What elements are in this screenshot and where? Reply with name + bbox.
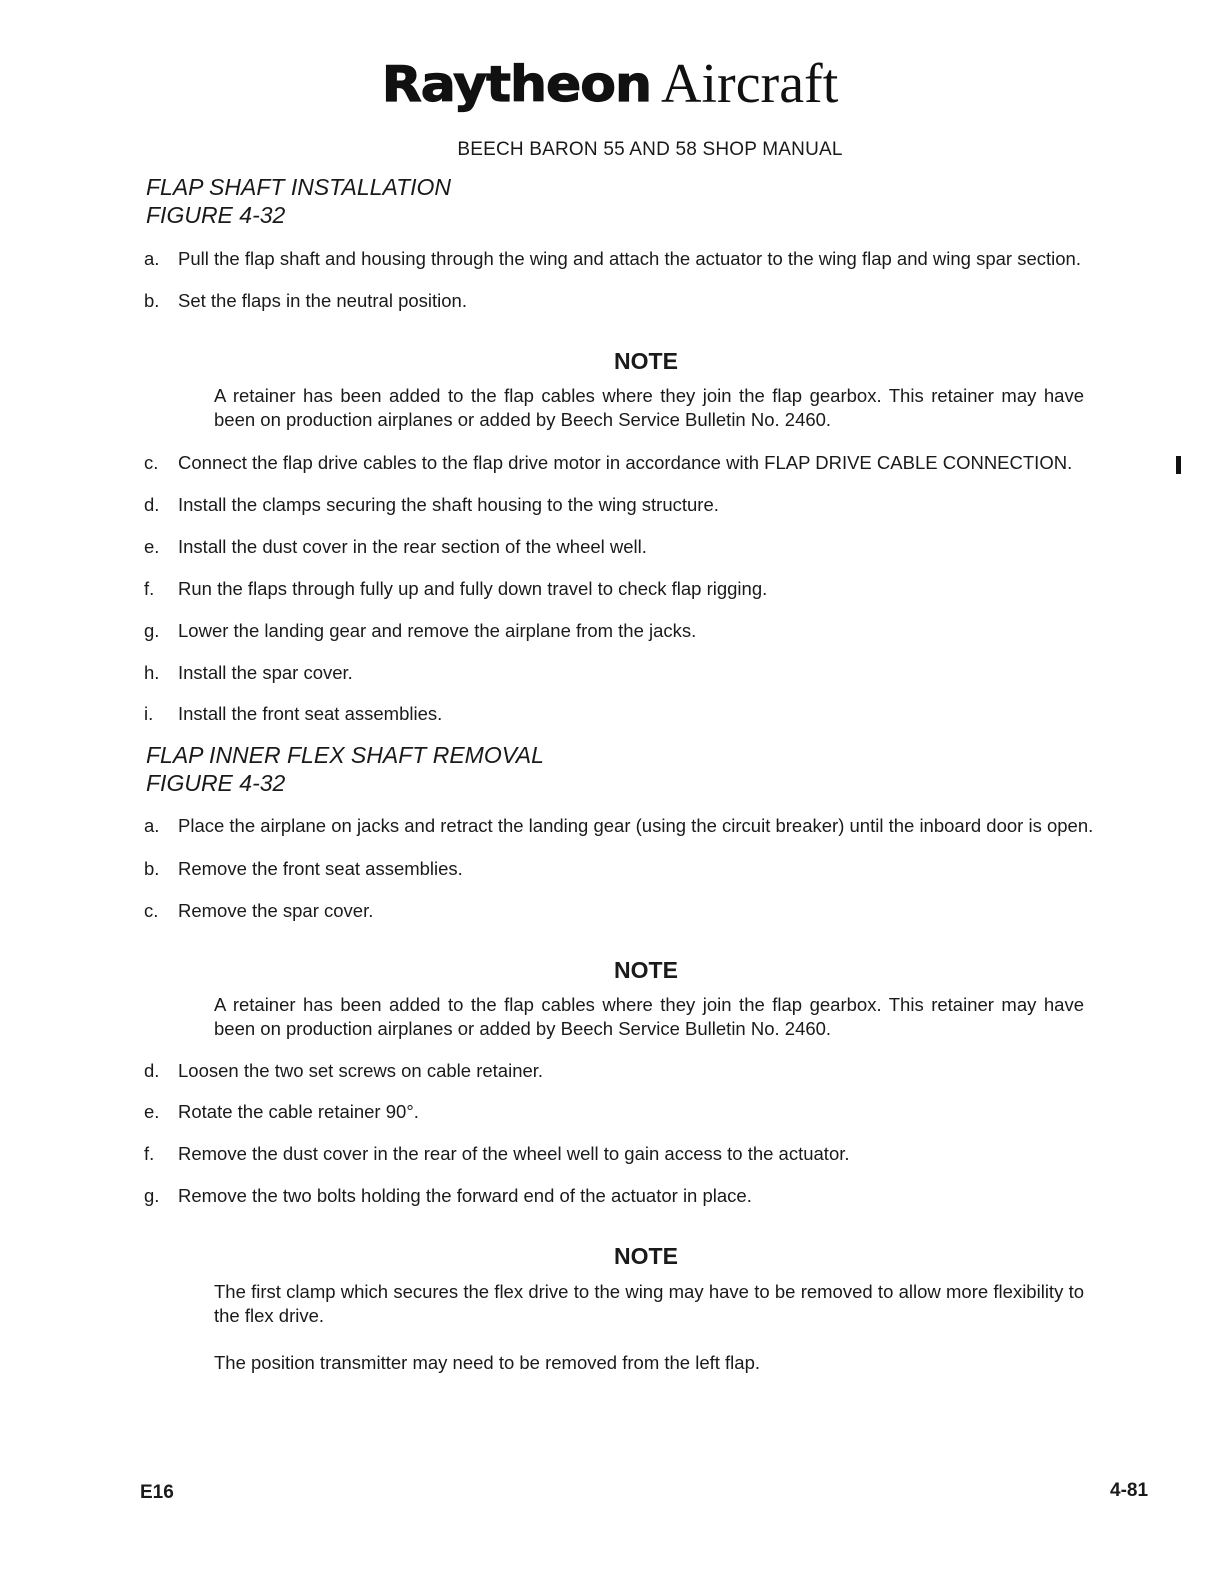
list-letter: a.	[144, 248, 160, 269]
note-text: A retainer has been added to the flap cables where they join the flap gearbox. This retainer may have been on production airplanes or added by Beech Service Bulletin No. 2460.	[214, 385, 1084, 430]
list-item	[144, 248, 1081, 270]
list-text: Lower the landing gear and remove the airplane from the jacks.	[178, 620, 697, 641]
section-title: FLAP SHAFT INSTALLATION	[146, 174, 452, 200]
list-text: Run the flaps through fully up and fully down travel to check flap rigging.	[178, 578, 768, 599]
list-letter: e.	[144, 536, 160, 557]
list-text: Place the airplane on jacks and retract the landing gear (using the circuit breaker) until the inboard door is open.	[178, 815, 1094, 836]
revision-change-bar	[1176, 456, 1181, 474]
list-text: Remove the two bolts holding the forward end of the actuator in place.	[178, 1185, 752, 1206]
list-item	[144, 1060, 543, 1082]
logo-brand: Raytheon	[381, 56, 652, 114]
note-title: NOTE	[614, 348, 678, 374]
list-text: Rotate the cable retainer 90°.	[178, 1101, 419, 1122]
list-text: Remove the front seat assemblies.	[178, 858, 463, 879]
list-item	[144, 1101, 419, 1123]
list-text: Install the spar cover.	[178, 662, 353, 683]
list-letter: g.	[144, 620, 160, 641]
note-title: NOTE	[614, 957, 678, 983]
list-item	[144, 900, 373, 922]
list-letter: e.	[144, 1101, 160, 1122]
list-item	[144, 1185, 752, 1207]
figure-reference: FIGURE 4-32	[146, 202, 286, 228]
list-text: Pull the flap shaft and housing through the wing and attach the actuator to the wing flap and wing spar section.	[178, 248, 1081, 269]
note-text: A retainer has been added to the flap cables where they join the flap gearbox. This retainer may have been on production airplanes or added by Beech Service Bulletin No. 2460.	[214, 994, 1084, 1039]
list-text: Set the flaps in the neutral position.	[178, 290, 467, 311]
list-item	[144, 452, 1072, 474]
note-text: The first clamp which secures the flex drive to the wing may have to be removed to allow more flexibility to the flex drive.	[214, 1281, 1084, 1326]
list-text: Remove the spar cover.	[178, 900, 374, 921]
list-text: Remove the dust cover in the rear of the wheel well to gain access to the actuator.	[178, 1143, 850, 1164]
list-item	[144, 578, 767, 600]
list-item	[144, 703, 442, 725]
list-item	[144, 858, 463, 880]
list-item	[144, 290, 467, 312]
list-item	[144, 662, 353, 684]
list-letter: b.	[144, 858, 160, 879]
note-title: NOTE	[614, 1243, 678, 1269]
footer-page-number: 4-81	[1110, 1480, 1149, 1501]
manual-subtitle: BEECH BARON 55 AND 58 SHOP MANUAL	[457, 139, 843, 160]
list-text: Install the clamps securing the shaft housing to the wing structure.	[178, 494, 719, 515]
list-item	[144, 494, 719, 516]
section-title: FLAP INNER FLEX SHAFT REMOVAL	[146, 742, 544, 768]
section-heading-flap-inner-flex-shaft-removal	[146, 741, 544, 797]
list-letter: c.	[144, 900, 159, 921]
list-item	[144, 1143, 850, 1165]
list-letter: g.	[144, 1185, 160, 1206]
list-item	[144, 536, 647, 558]
list-letter: i.	[144, 703, 154, 724]
list-letter: a.	[144, 815, 160, 836]
section-heading-flap-shaft-installation	[146, 173, 451, 229]
list-letter: c.	[144, 452, 159, 473]
list-letter: f.	[144, 578, 155, 599]
list-text: Connect the flap drive cables to the flap drive motor in accordance with FLAP DRIVE CABLE CONNECTION.	[178, 452, 1073, 473]
list-text: Loosen the two set screws on cable retainer.	[178, 1060, 544, 1081]
note-text: The position transmitter may need to be removed from the left flap.	[214, 1352, 761, 1373]
list-letter: b.	[144, 290, 160, 311]
list-text: Install the front seat assemblies.	[178, 703, 443, 724]
figure-reference: FIGURE 4-32	[146, 770, 286, 796]
footer-revision-code: E16	[140, 1482, 174, 1503]
list-letter: f.	[144, 1143, 155, 1164]
list-letter: d.	[144, 1060, 160, 1081]
list-item	[144, 620, 696, 642]
logo-product: Aircraft	[661, 53, 839, 115]
list-letter: h.	[144, 662, 160, 683]
list-letter: d.	[144, 494, 160, 515]
list-text: Install the dust cover in the rear section of the wheel well.	[178, 536, 647, 557]
list-item	[144, 815, 1093, 837]
raytheon-logo	[0, 53, 1220, 115]
